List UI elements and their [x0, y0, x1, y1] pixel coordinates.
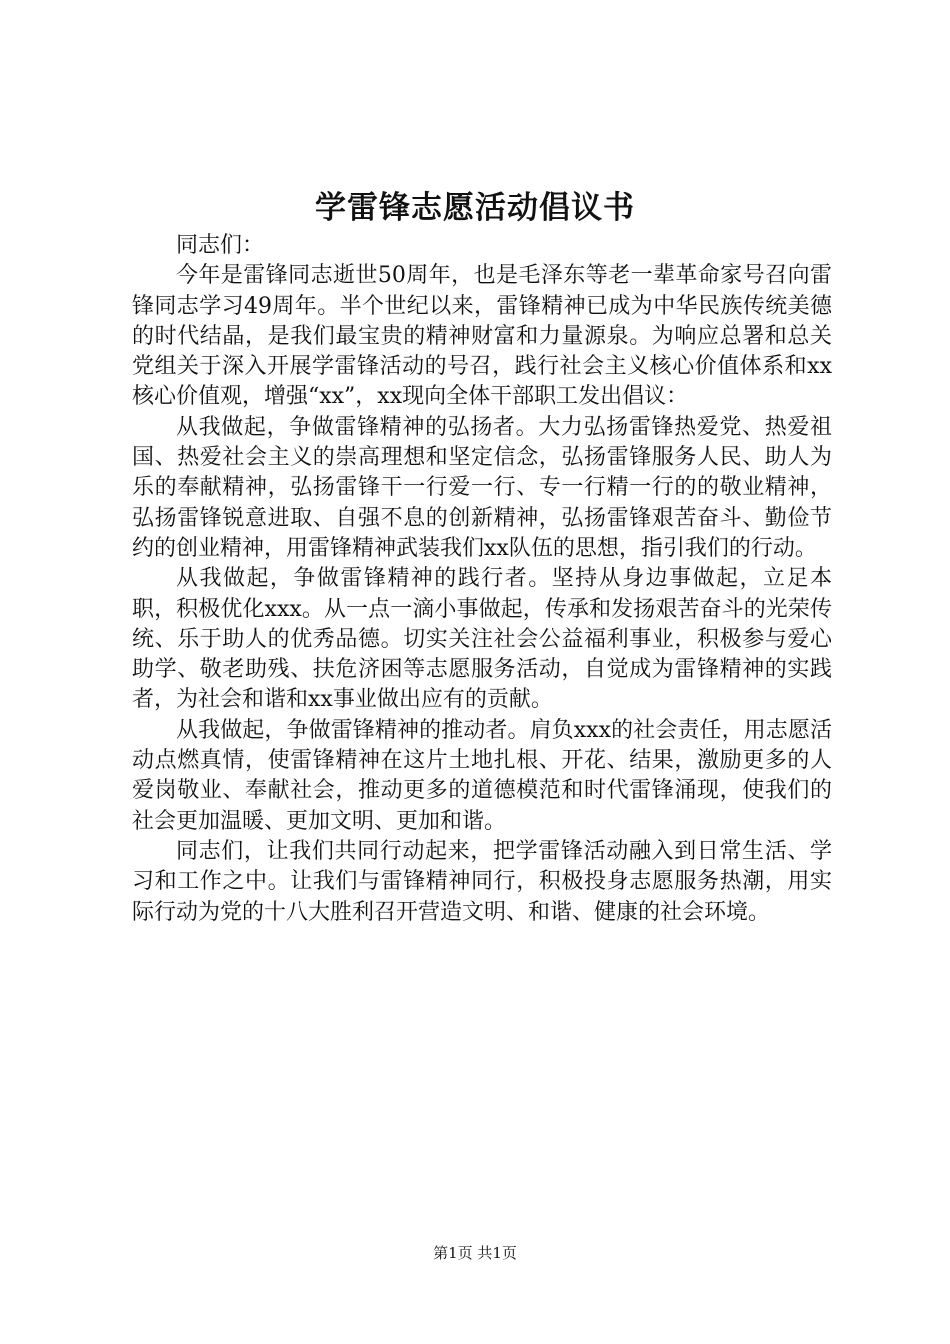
- paragraph-practitioner: 从我做起，争做雷锋精神的践行者。坚持从身边事做起，立足本职，积极优化xxx。从一点一滴小事做起，传承和发扬艰苦奋斗的光荣传统、乐于助人的优秀品德。切实关注社会公益福利事业，积极参与爱心助学、敬老助残、扶危济困等志愿服务活动，自觉成为雷锋精神的实践者，为社会和谐和xx事业做出应有的贡献。: [132, 566, 832, 713]
- document-body: [132, 231, 832, 928]
- paragraph-intro: 今年是雷锋同志逝世50周年，也是毛泽东等老一辈革命家号召向雷锋同志学习49周年。半个世纪以来，雷锋精神已成为中华民族传统美德的时代结晶，是我们最宝贵的精神财富和力量源泉。为响应总署和总关党组关于深入开展学雷锋活动的号召，践行社会主义核心价值体系和xx核心价值观，增强“xx”，xx现向全体干部职工发出倡议：: [132, 263, 832, 410]
- document-title: 学雷锋志愿活动倡议书: [315, 190, 635, 226]
- page-number-footer: 第1页 共1页: [433, 1244, 517, 1262]
- paragraph-closing: 同志们，让我们共同行动起来，把学雷锋活动融入到日常生活、学习和工作之中。让我们与雷锋精神同行，积极投身志愿服务热潮，用实际行动为党的十八大胜利召开营造文明、和谐、健康的社会环境。: [132, 838, 832, 925]
- paragraph-driver: 从我做起，争做雷锋精神的推动者。肩负xxx的社会责任，用志愿活动点燃真情，使雷锋精神在这片土地扎根、开花、结果，激励更多的人爱岗敬业、奉献社会，推动更多的道德模范和时代雷锋涌现，使我们的社会更加温暖、更加文明、更加和谐。: [132, 717, 832, 834]
- salutation: 同志们：: [176, 233, 265, 258]
- paragraph-promoter: 从我做起，争做雷锋精神的弘扬者。大力弘扬雷锋热爱党、热爱祖国、热爱社会主义的崇高理想和坚定信念，弘扬雷锋服务人民、助人为乐的奉献精神，弘扬雷锋干一行爱一行、专一行精一行的的敬业精神，弘扬雷锋锐意进取、自强不息的创新精神，弘扬雷锋艰苦奋斗、勤俭节约的创业精神，用雷锋精神武装我们xx队伍的思想，指引我们的行动。: [132, 414, 832, 561]
